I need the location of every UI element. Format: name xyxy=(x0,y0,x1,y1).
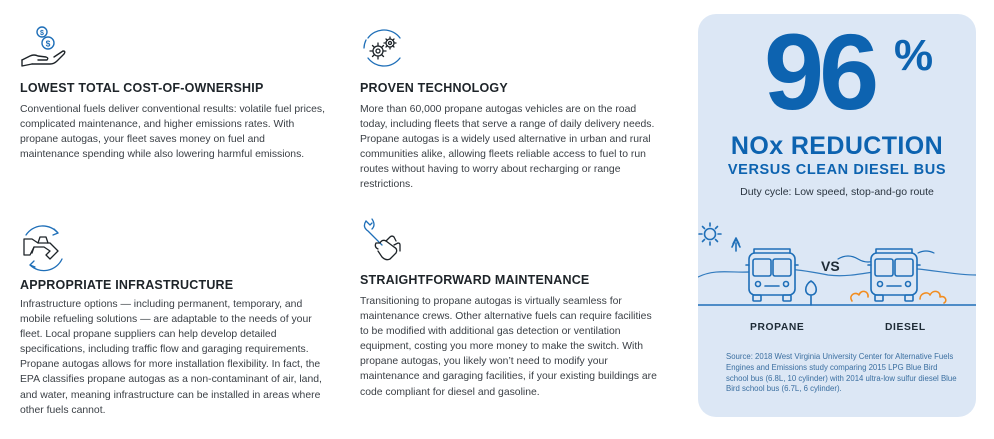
stat-headline: NOx REDUCTION xyxy=(730,132,944,160)
svg-text:$: $ xyxy=(45,38,51,49)
fuel-nozzle-icon xyxy=(20,225,68,273)
feature-body: Conventional fuels deliver conventional results: volatile fuel prices, complicated maintenance, and higher emissions rates. With propane autogas, your fleet saves money on fuel and maintenance spending while also lowering harmful emissions. xyxy=(20,104,325,161)
stat-value: 96 xyxy=(764,11,875,132)
stat-unit: % xyxy=(894,31,934,80)
svg-text:$: $ xyxy=(40,30,44,37)
feature-title: STRAIGHTFORWARD MAINTENANCE xyxy=(360,273,590,287)
feature-appropriate-infrastructure xyxy=(20,225,340,425)
feature-body: Infrastructure options — including permanent, temporary, and mobile refueling solutions — are adaptable to the needs of your fleet. Local propane suppliers can help develop detailed specifications, including traffic flow and garaging requirements. Propane autogas allows for more installation flexibility. In fact, the EPA classifies propane autogas as a non-contaminant of air, land, and water, meaning infrastructure can be installed in areas where other fuels cannot. xyxy=(20,299,322,416)
wrench-hand-icon xyxy=(360,215,408,263)
nox-reduction-panel xyxy=(698,11,976,417)
bus-comparison-illustration xyxy=(698,209,976,321)
feature-body: Transitioning to propane autogas is virtually seamless for maintenance crews. Other alternative fuels can require facilities to be modified with additional gas detection or ventilation equipment, costing you more money to make the switch. With propane autogas, you likely won’t need to modify your maintenance and garaging facilities, if your existing buildings are code compliant for diesel and gasoline. xyxy=(360,296,657,398)
feature-proven-technology xyxy=(360,24,665,194)
feature-title: APPROPRIATE INFRASTRUCTURE xyxy=(20,278,234,292)
feature-body: More than 60,000 propane autogas vehicles are on the road today, including fleets that serve a range of daily delivery needs. Propane autogas is a widely used alternative in urban and rural communities alike, allowing fleets reliable access to fuel to run routes without having to worry about recharging or range restrictions. xyxy=(360,104,655,191)
propane-bus-icon xyxy=(746,249,798,301)
feature-cost-of-ownership xyxy=(20,24,330,174)
vs-label: VS xyxy=(821,258,840,274)
money-hand-icon xyxy=(20,24,68,72)
duty-cycle-note: Duty cycle: Low speed, stop-and-go route xyxy=(740,186,934,198)
tree-icon xyxy=(732,238,740,251)
source-note: Source: 2018 West Virginia University Center for Alternative Fuels Engines and Emissions study comparing 2015 LPG Blue Bird school bus (6.8L, 10 cylinder) with 2014 ultra-low sulfur diesel Blue Bird school bus (6.7L, 6 cylinder). xyxy=(726,352,957,394)
tree-icon xyxy=(806,281,817,305)
diesel-bus-icon xyxy=(868,249,920,301)
gears-technology-icon xyxy=(360,24,408,72)
propane-label: PROPANE xyxy=(750,322,805,333)
sun-icon xyxy=(699,223,721,245)
feature-title: LOWEST TOTAL COST-OF-OWNERSHIP xyxy=(20,81,264,95)
feature-straightforward-maintenance xyxy=(360,215,665,405)
diesel-label: DIESEL xyxy=(885,322,926,333)
feature-title: PROVEN TECHNOLOGY xyxy=(360,81,508,95)
stat-subheadline: VERSUS CLEAN DIESEL BUS xyxy=(727,162,947,178)
